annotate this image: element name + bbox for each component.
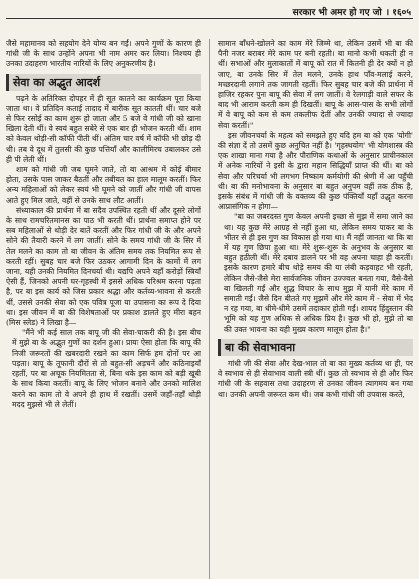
two-column-body <box>6 39 413 579</box>
section-heading-seva-adarsh: सेवा का अद्भुत आदर्श <box>6 74 201 91</box>
left-column <box>6 39 201 579</box>
left-paragraph-1: पढ़ने के अतिरिक्त दोपहर में ही सूत कातने का कार्यक्रम पूरा किया जाता था। वे प्रतिदिन कताई तादाद में बारीक सूत कातती थीं। चार बजे से फिर रसोई का काम शुरू हो जाता और 5 बजे वे गांधी जी को खाना खिला देती थीं। वे स्वयं बहुत सबेरे से एक बार ही भोजन करती थीं। शाम को केवल थोड़ी-सी कॉफी पीती थीं। अंतिम चार वर्ष में कॉफी भी छोड़ दी थी। तब वे दूध में तुलसी की कुछ पत्तियाँ और कालीमिरच उबालकर उसे ही पी लेती थीं। <box>6 93 201 164</box>
header-rule <box>6 18 413 19</box>
mira-behn-quote: "मैंने भी कई साल तक बापू जी की सेवा-चाकरी की है। इस बीच में मुझे बा के अद्भुत गुणों का दर्शन हुआ। प्रायः ऐसा होता कि बापू की निजी जरूरतों की खबरदारी रखने का काम सिर्फ हम दोनों पर आ पड़ता। बापू के तूफानी दौरों से तो बहुत-सी अड़चनें और कठिनाइयाँ रहतीं, पर बा अचूक नियमितता से, बिना थके इस काम को बड़ी खूबी के साथ किया करतीं। बापू के लिए भोजन बनाने और उनको मालिश करने का काम तो वे अपने ही हाथ में रखतीं। उसमें जहाँ-तहाँ थोड़ी मदद मुझसे भी ले लेतीं। <box>12 328 201 409</box>
intro-paragraph: जैसे महामानव को सहयोग देने योग्य बन गईं। अपने गुणों के कारण ही गांधी जी के साथ उन्होंने अपना भी नाम अमर कर लिया। निश्चय ही उनका उदाहरण भारतीय नारियों के लिए अनुकरणीय है। <box>6 39 201 69</box>
right-column <box>218 39 413 579</box>
left-paragraph-3: संध्याकाल की प्रार्थना में बा सदैव उपस्थित रहती थीं और दूसरे लोगों के साथ रामचरितमानस का पाठ भी करती थीं। प्रार्थना समाप्त होने पर सब महिलाओं से थोड़ी देर बातें करतीं और फिर गांधी जी के और अपने सोने की तैयारी करने में लग जातीं। सोने के समय गांधी जी के सिर में तेल मलने का काम तो बा जीवन के अंतिम समय तक नियमित रूप से करती रहीं। सुबह चार बजे फिर उठकर आगामी दिन के कामों में लग जाना, यही उनकी नियमित दिनचर्या थी। यद्यपि अपने यहाँ करोड़ों स्त्रियाँ ऐसी हैं, जिनको अपनी घर-गृहस्थी में इससे अधिक परिश्रम करना पड़ता है, पर बा इस कार्य को जिस प्रकार श्रद्धा और कर्तव्य-भावना से करती थीं, उससे उनकी सेवा को एक पवित्र पूजा या उपासना का रूप दे दिया था। इस जीवन में बा की विशेषताओं पर प्रकाश डालते हुए मीरा बहन (मिस स्लेड) ने लिखा है— <box>6 205 201 328</box>
page-header <box>6 3 413 19</box>
right-paragraph-2: इस जीवनचर्या के महत्व को समझते हुए यदि हम बा को एक 'योगी' की संज्ञा दें तो उसमें कुछ अनुचित नहीं है। 'गृहस्थयोग' भी योगशास्त्र की एक शाखा माना गया है और पौराणिक कथाओं के अनुसार प्राचीनकाल में अनेक नारियों ने इसी के द्वारा महान सिद्धियाँ प्राप्त की थीं। बा को सेवा और परिचर्या भी लगभग निष्काम कर्मयोगी की श्रेणी में आ पहुँची थी। बा की मनोभावना के अनुसार बा बहुत अनुपम वहीं तक ठीक है, इसके संबंध में गांधी जी के वक्तव्य की कुछ पंक्तियाँ यहाँ उद्धृत करना आप्रासंगिक न होगा— <box>218 130 413 212</box>
section-heading-sevabhavana: बा की सेवाभावना <box>218 339 413 356</box>
running-title: सरकार भी अमर हो गए जो <box>292 7 382 18</box>
closing-paragraph: गांधी जी की सेवा और देख-भाल तो बा का मुख्य कर्तव्य था ही, पर वे स्वभाव से ही सेवाभाव वाली स्त्री थीं। कुछ तो स्वभाव से ही और फिर गांधी जी के सहवास तथा उदाहरण से उनका जीवन त्यागमय बन गया था। उनकी अपनी जरूरत कम थी। जब कभी गांधी जी उपवास करते, <box>218 358 413 399</box>
page-number: । १६०५ <box>385 7 411 18</box>
right-paragraph-1: सामान बाँधने-खोलने का काम मेरे जिम्मे था, लेकिन उसमें भी बा की पैनी नजर बराबर मेरे काम पर बनी रहती। बा मानो कभी थकती ही न थीं। सभाओं और मुलाकातों में बापू को रात में कितनी ही देर क्यों न हो जाए, बा उनके सिर में तेल मलने, उनके हाथ पाँव-मलाई करने, मच्छरदानी लगाने तक जागती रहतीं। फिर सुबह चार बजे की प्रार्थना में हाजिर रहकर पुनः बापू की सेवा में लग जातीं। वे रेलगाड़ी वाले सफर के बाद भी आराम करती कम ही दिखतीं। बापू के आस-पास के सभी लोगों में वे बापू को कम से कम तकलीफ देतीं और उनकी ज्यादा से ज्यादा सेवा करतीं।" <box>218 39 413 130</box>
left-paragraph-2: शाम को गांधी जी जब घूमने जाते, तो बा आश्रम में कोई बीमार होता, उसके पास जाकर बैठतीं और तबीयत का हाल मालूम करतीं। फिर अन्य महिलाओं को लेकर स्वयं भी घूमने को जातीं और गांधी जी वापस आते हुए मिल जाते, वहीं से उनके साथ लौट आतीं। <box>6 165 201 205</box>
column-divider <box>209 39 210 579</box>
gandhi-quote: "बा का जबरदस्त गुण केवल अपनी इच्छा से मुझ में समा जाने का था। यह कुछ मेरे आग्रह से नहीं हुआ था, लेकिन समय पाकर बा के भीतर से ही इस गुण का विकास हो गया था। मैं नहीं जानता था कि बा में यह गुण छिपा हुआ था। मेरे शुरू-शुरू के अनुभव के अनुसार बा बहुत हठीली थीं। मेरे दबाव डालने पर भी वह अपना चाहा ही करतीं। इसके कारण हमारे बीच थोड़े समय की या लंबी कड़वाहट भी रहती, लेकिन जैसे-जैसे मेरा सार्वजनिक जीवन उज्ज्वल बनता गया, वैसे-वैसे बा खिलती गईं और शुद्ध विचार के साथ मुझ में यानी मेरे काम में समाती गईं। जैसे दिन बीतते गए मुझमें और मेरे काम में - सेवा में भेद न रह गया, बा धीमे-धीमे उसमें तदाकार होती गईं। शायद हिंदुस्तान की भूमि को यह गुण अधिक से अधिक प्रिय है। कुछ भी हो, मुझे तो बा की उक्त भावना का यही मुख्य कारण मालूम होता है।" <box>224 212 413 334</box>
